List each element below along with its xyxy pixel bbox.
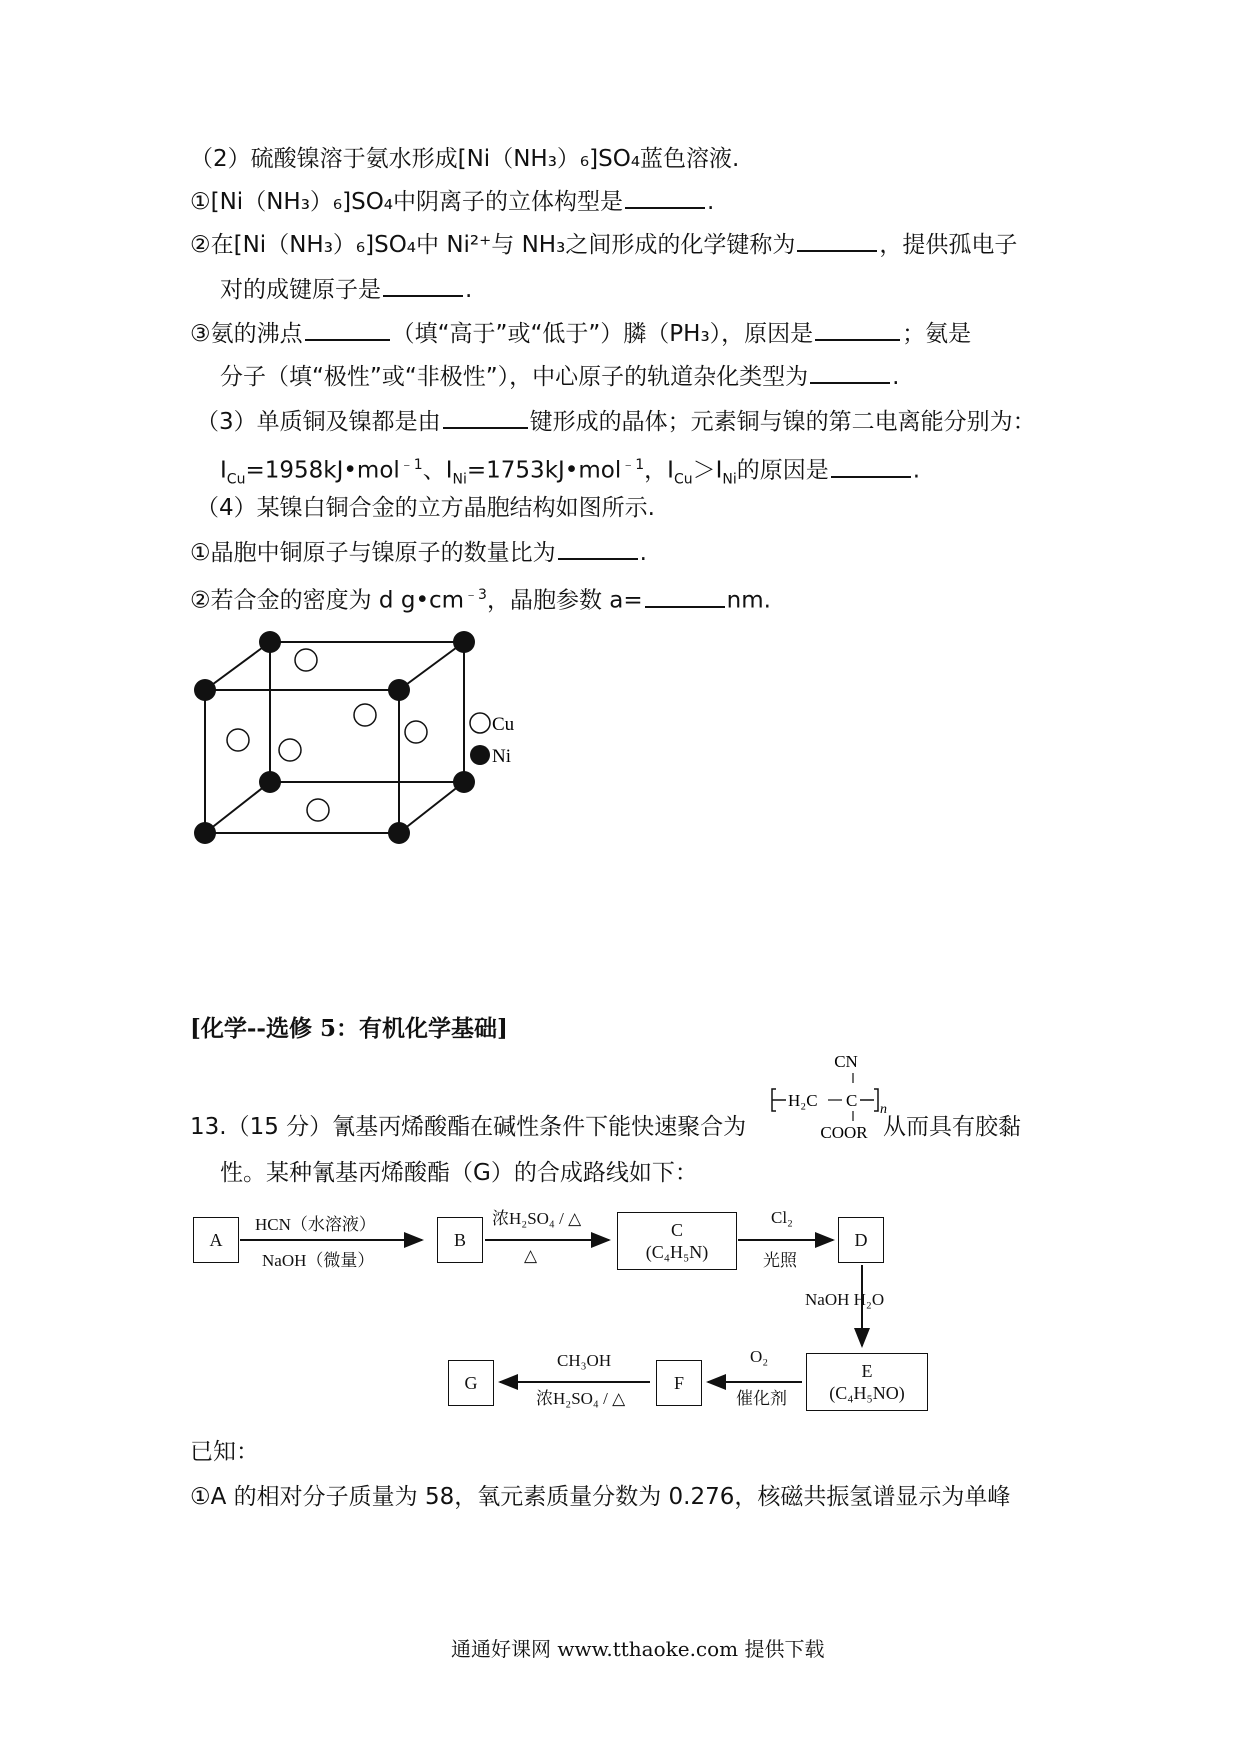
cu-legend-label: Cu	[492, 714, 515, 735]
reagent-fg-top: CH₃OH	[557, 1351, 612, 1370]
answer-blank[interactable]	[625, 185, 705, 209]
answer-blank[interactable]	[810, 360, 890, 384]
q2-item-3-cont: 分子（填“极性”或“非极性”），中心原子的轨道杂化类型为 .	[220, 360, 899, 392]
answer-blank[interactable]	[305, 317, 390, 341]
q4-item-2: ②若合金的密度为 d $g•cm^{﹣3}$，晶胞参数 a= nm.	[190, 580, 771, 616]
page-footer: 通通好课网 www.tthaoke.com 提供下载	[451, 1637, 825, 1661]
q2-item-3: ③氨的沸点 （填“高于”或“低于”）膦（PH₃），原因是 ；氨是	[190, 317, 971, 349]
compound-a: A	[193, 1217, 239, 1263]
q3-line-2: $I_{Cu}=1958kJ•mol^{﹣1}$、$I_{Ni}=1753kJ•mol^{﹣1}$，$I_{Cu}>I_{Ni}$的原因是 .	[220, 450, 920, 494]
svg-text:C: C	[846, 1091, 858, 1110]
reagent-ab-bottom: NaOH（微量）	[262, 1251, 375, 1270]
compound-c: C (C₄H₅N)	[617, 1212, 737, 1270]
cu-atom	[354, 704, 376, 726]
compound-b: B	[437, 1217, 483, 1263]
cu-atom	[405, 721, 427, 743]
q13-line-2: 性。某种氰基丙烯酸酯（G）的合成路线如下：	[220, 1160, 698, 1186]
reagent-de: NaOH H₂O	[805, 1290, 885, 1309]
ni-atom	[453, 631, 475, 653]
reagent-fg-bottom: 浓H₂SO₄ / △	[536, 1389, 626, 1408]
section-title: [化学--选修 5：有机化学基础]	[190, 1015, 508, 1042]
ni-atom	[388, 822, 410, 844]
cu-atom	[279, 739, 301, 761]
unit-cell-diagram	[170, 620, 570, 950]
ni-atom	[453, 771, 475, 793]
reagent-ef-top: O₂	[750, 1347, 769, 1366]
answer-blank[interactable]	[558, 536, 638, 560]
reagent-ef-bottom: 催化剂	[736, 1389, 787, 1408]
ni-atom	[194, 822, 216, 844]
cu-atoms	[227, 649, 427, 821]
reagent-cd-top: Cl₂	[771, 1208, 793, 1227]
q2-item-1: ①[Ni（NH₃）₆]SO₄中阴离子的立体构型是 .	[190, 185, 714, 217]
ni-atom	[194, 679, 216, 701]
cu-legend-icon	[470, 713, 490, 733]
compound-d: D	[838, 1217, 884, 1263]
polymer-structure	[770, 1045, 890, 1145]
q3-line-1: （3）单质铜及镍都是由 键形成的晶体；元素铜与镍的第二电离能分别为：	[196, 405, 1036, 437]
cu-atom	[227, 729, 249, 751]
ni-legend-label: Ni	[492, 746, 511, 767]
reagent-bc-bottom: △	[524, 1246, 538, 1265]
answer-blank[interactable]	[797, 228, 877, 252]
known-item-1: ①A 的相对分子质量为 58，氧元素质量分数为 0.276，核磁共振氢谱显示为单峰	[190, 1484, 1011, 1510]
q13-line-1: 13.（15 分）氰基丙烯酸酯在碱性条件下能快速聚合为	[190, 1114, 747, 1140]
ni-legend-icon	[470, 745, 490, 765]
q2-item-2: ②在[Ni（NH₃）₆]SO₄中 Ni²⁺与 NH₃之间形成的化学键称为 ，提供孤电子	[190, 228, 1017, 260]
answer-blank[interactable]	[443, 405, 528, 429]
ni-atom	[388, 679, 410, 701]
answer-blank[interactable]	[815, 317, 900, 341]
ni-atom	[259, 631, 281, 653]
compound-e: E (C₄H₅NO)	[806, 1353, 928, 1411]
compound-g: G	[448, 1360, 494, 1406]
svg-text:CN: CN	[834, 1052, 858, 1071]
q13-line-1-end: 从而具有胶黏	[883, 1114, 1021, 1140]
reagent-ab-top: HCN（水溶液）	[255, 1215, 376, 1234]
answer-blank[interactable]	[645, 584, 725, 608]
answer-blank[interactable]	[831, 454, 911, 478]
ni-atom	[259, 771, 281, 793]
svg-text:COOR: COOR	[820, 1123, 868, 1142]
q4-heading: （4）某镍白铜合金的立方晶胞结构如图所示.	[196, 495, 655, 521]
reagent-bc-top: 浓H₂SO₄ / △	[492, 1209, 582, 1228]
q2-heading: （2）硫酸镍溶于氨水形成[Ni（NH₃）₆]SO₄蓝色溶液.	[190, 146, 740, 172]
q2-item-2-cont: 对的成键原子是 .	[220, 273, 472, 305]
svg-text:H₂C: H₂C	[788, 1091, 818, 1110]
cu-atom	[295, 649, 317, 671]
reagent-cd-bottom: 光照	[763, 1251, 797, 1270]
svg-text:n: n	[880, 1102, 887, 1117]
compound-f: F	[656, 1360, 702, 1406]
cu-atom	[307, 799, 329, 821]
known-title: 已知：	[190, 1439, 259, 1465]
answer-blank[interactable]	[383, 273, 463, 297]
q4-item-1: ①晶胞中铜原子与镍原子的数量比为 .	[190, 536, 647, 568]
